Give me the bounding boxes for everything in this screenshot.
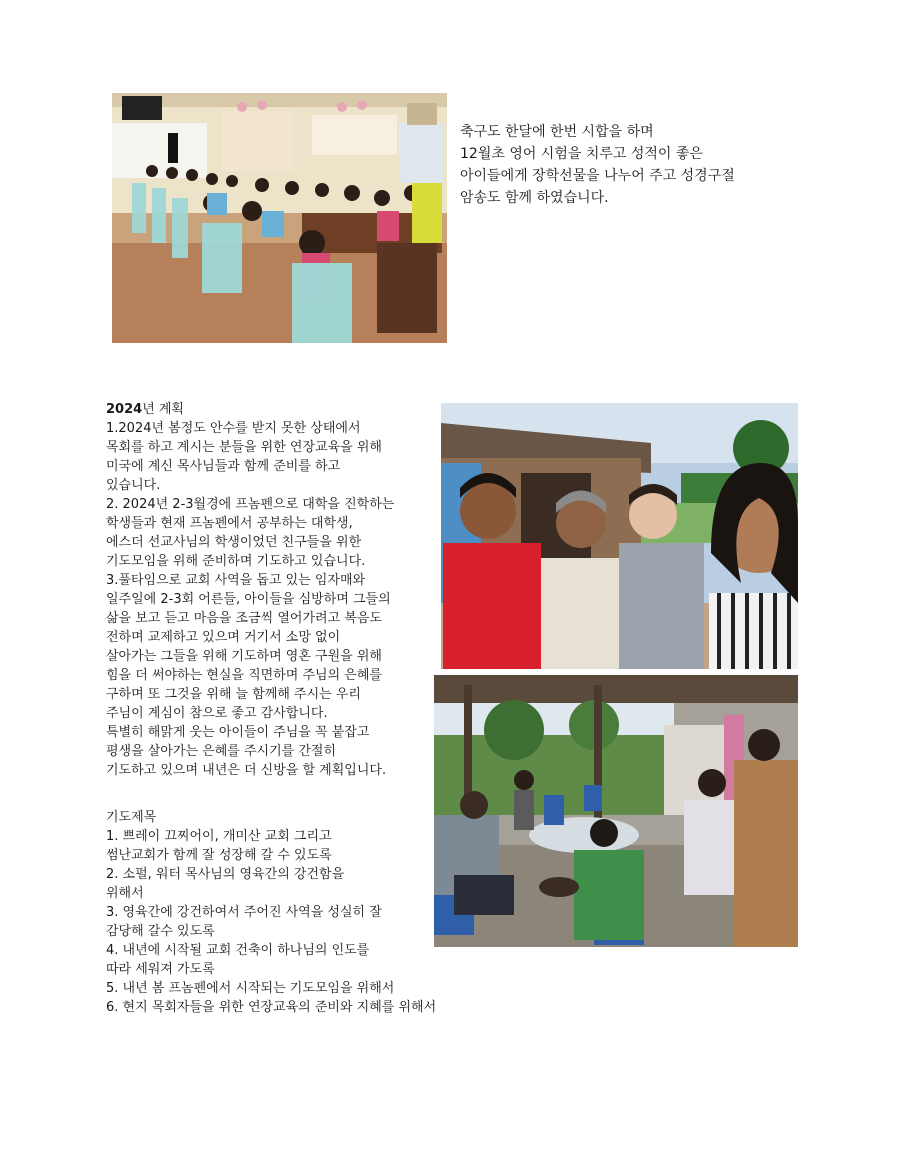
prayer-line: 4. 내년에 시작될 교회 건축이 하나님의 인도를 <box>106 943 370 958</box>
plan-line: 살아가는 그들을 위해 기도하며 영혼 구원을 위해 <box>106 649 382 664</box>
plan-heading-year: 2024 <box>106 402 143 417</box>
intro-line: 축구도 한달에 한번 시합을 하며 <box>460 124 654 140</box>
prayer-line: 5. 내년 봄 프놈펜에서 시작되는 기도모임을 위해서 <box>106 981 395 996</box>
prayer-line: 감당해 갈수 있도록 <box>106 924 215 939</box>
prayer-line: 6. 현지 목회자들을 위한 연장교육의 준비와 지혜를 위해서 <box>106 1000 437 1015</box>
intro-line: 아이들에게 장학선물을 나누어 주고 성경구절 <box>460 168 735 184</box>
plan-line: 일주일에 2-3회 어른들, 아이들을 심방하며 그들의 <box>106 592 391 607</box>
outdoor-gathering-photo <box>434 675 798 947</box>
plan-line: 평생을 살아가는 은혜를 주시기를 간절히 <box>106 744 337 759</box>
prayer-section <box>106 808 436 1017</box>
plan-line: 있습니다. <box>106 478 161 493</box>
plan-line: 특별히 해맑게 웃는 아이들이 주님을 꼭 붙잡고 <box>106 725 370 740</box>
plan-line: 기도모임을 위해 준비하며 기도하고 있습니다. <box>106 554 366 569</box>
prayer-line: 2. 소펄, 워터 목사님의 영육간의 강건함을 <box>106 867 345 882</box>
prayer-line: 3. 영육간에 강건하여서 주어진 사역을 성실히 잘 <box>106 905 382 920</box>
prayer-line: 1. 쁘레이 끄찌어이, 개미산 교회 그리고 <box>106 829 332 844</box>
plan-line: 1.2024년 봄정도 안수를 받지 못한 상태에서 <box>106 421 361 436</box>
classroom-photo <box>112 93 447 343</box>
plan-heading-text: 년 계획 <box>142 402 184 417</box>
plan-line: 주님이 계심이 참으로 좋고 감사합니다. <box>106 706 328 721</box>
plan-line: 구하며 또 그것을 위해 늘 함께해 주시는 우리 <box>106 687 361 702</box>
plan-line: 힘을 더 써야하는 현실을 직면하며 주님의 은혜를 <box>106 668 382 683</box>
prayer-line: 따라 세워져 가도록 <box>106 962 215 977</box>
plan-line: 에스더 선교사님의 학생이었던 친구들을 위한 <box>106 535 362 550</box>
intro-line: 12월초 영어 시험을 치루고 성적이 좋은 <box>460 146 703 162</box>
prayer-line: 위해서 <box>106 886 144 901</box>
intro-paragraph <box>460 121 735 209</box>
plan-line: 미국에 계신 목사님들과 함께 준비를 하고 <box>106 459 341 474</box>
prayer-line: 썸난교회가 함께 잘 성장해 갈 수 있도록 <box>106 848 332 863</box>
plan-line: 전하며 교제하고 있으며 거기서 소망 없이 <box>106 630 341 645</box>
group-selfie-photo <box>441 403 798 669</box>
plan-line: 기도하고 있으며 내년은 더 신방을 할 계획입니다. <box>106 763 387 778</box>
plan-section <box>106 400 394 780</box>
plan-line: 3.풀타임으로 교회 사역을 돕고 있는 임자매와 <box>106 573 366 588</box>
plan-heading <box>106 400 394 419</box>
prayer-heading: 기도제목 <box>106 810 157 825</box>
intro-line: 암송도 함께 하였습니다. <box>460 190 609 206</box>
plan-line: 삶을 보고 듣고 마음을 조금씩 열어가려고 복음도 <box>106 611 382 626</box>
plan-line: 2. 2024년 2-3월경에 프놈펜으로 대학을 진학하는 <box>106 497 395 512</box>
plan-line: 학생들과 현재 프놈펜에서 공부하는 대학생, <box>106 516 353 531</box>
plan-line: 목회를 하고 계시는 분들을 위한 연장교육을 위해 <box>106 440 382 455</box>
